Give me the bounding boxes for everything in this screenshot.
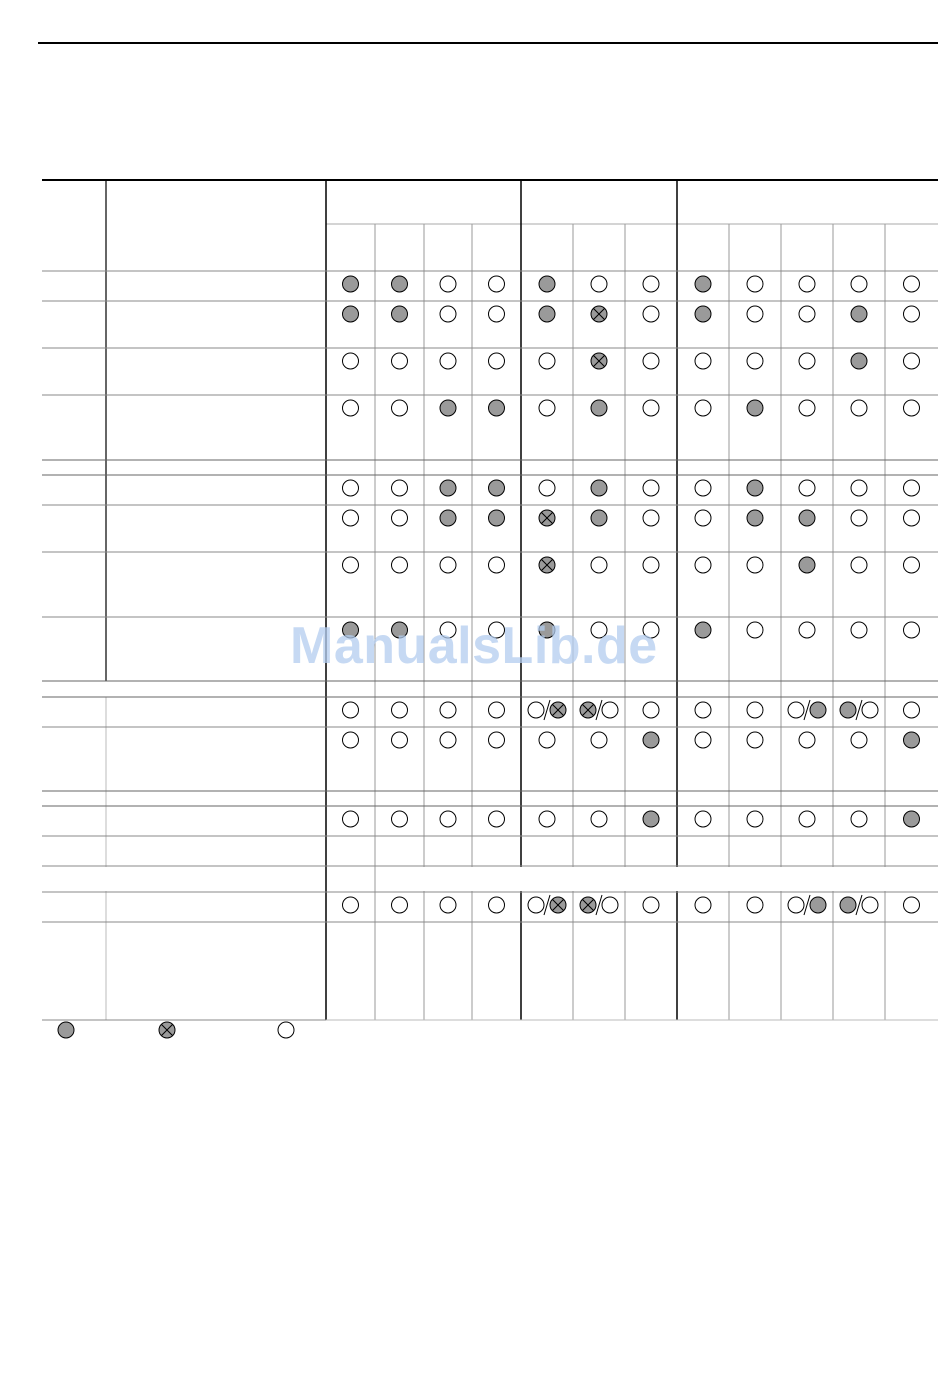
open-circle bbox=[695, 510, 711, 526]
open-circle bbox=[788, 897, 804, 913]
filled-circle bbox=[591, 510, 607, 526]
open-circle bbox=[392, 732, 408, 748]
filled-circle bbox=[904, 811, 920, 827]
filled-circle bbox=[539, 276, 555, 292]
open-circle bbox=[591, 811, 607, 827]
open-circle bbox=[392, 480, 408, 496]
filled-circle bbox=[851, 306, 867, 322]
open-circle bbox=[392, 353, 408, 369]
open-circle bbox=[343, 557, 359, 573]
open-circle bbox=[695, 353, 711, 369]
open-circle bbox=[695, 811, 711, 827]
open-circle bbox=[862, 702, 878, 718]
open-circle bbox=[788, 702, 804, 718]
open-circle bbox=[539, 353, 555, 369]
open-circle bbox=[904, 353, 920, 369]
open-circle bbox=[539, 480, 555, 496]
open-circle bbox=[643, 276, 659, 292]
open-circle bbox=[440, 897, 456, 913]
open-circle bbox=[747, 306, 763, 322]
open-circle bbox=[440, 811, 456, 827]
filled-circle bbox=[343, 306, 359, 322]
open-circle bbox=[489, 702, 505, 718]
or-slash bbox=[544, 700, 550, 720]
open-circle bbox=[392, 897, 408, 913]
open-circle bbox=[747, 897, 763, 913]
filled-circle bbox=[392, 276, 408, 292]
or-slash bbox=[544, 895, 550, 915]
open-circle bbox=[643, 897, 659, 913]
open-circle bbox=[799, 353, 815, 369]
filled-circle bbox=[539, 306, 555, 322]
open-circle bbox=[489, 276, 505, 292]
or-slash bbox=[596, 700, 602, 720]
open-circle bbox=[440, 276, 456, 292]
open-circle bbox=[904, 306, 920, 322]
open-circle bbox=[343, 732, 359, 748]
open-circle bbox=[747, 276, 763, 292]
open-circle bbox=[489, 306, 505, 322]
open-circle bbox=[695, 480, 711, 496]
merged-label-cell bbox=[43, 867, 325, 891]
open-circle bbox=[602, 897, 618, 913]
open-circle bbox=[643, 510, 659, 526]
open-circle bbox=[643, 306, 659, 322]
filled-circle bbox=[695, 622, 711, 638]
open-circle bbox=[643, 353, 659, 369]
open-circle bbox=[392, 702, 408, 718]
watermark: ManualsLib.de bbox=[290, 617, 658, 675]
open-circle bbox=[591, 732, 607, 748]
or-slash bbox=[596, 895, 602, 915]
open-circle bbox=[643, 400, 659, 416]
filled-circle bbox=[489, 480, 505, 496]
open-circle bbox=[851, 480, 867, 496]
open-circle bbox=[695, 400, 711, 416]
open-circle bbox=[489, 732, 505, 748]
open-circle bbox=[643, 557, 659, 573]
open-circle bbox=[851, 510, 867, 526]
open-circle bbox=[799, 480, 815, 496]
open-circle bbox=[747, 702, 763, 718]
open-circle bbox=[904, 510, 920, 526]
open-circle bbox=[799, 276, 815, 292]
open-circle bbox=[747, 732, 763, 748]
open-circle bbox=[904, 622, 920, 638]
open-circle bbox=[747, 557, 763, 573]
filled-circle bbox=[489, 510, 505, 526]
filled-circle bbox=[747, 510, 763, 526]
open-circle bbox=[528, 702, 544, 718]
filled-circle bbox=[343, 276, 359, 292]
open-circle bbox=[799, 622, 815, 638]
open-circle bbox=[862, 897, 878, 913]
open-circle bbox=[343, 702, 359, 718]
filled-circle bbox=[695, 306, 711, 322]
filled-circle bbox=[440, 480, 456, 496]
open-circle bbox=[851, 622, 867, 638]
merged-row-cell bbox=[376, 867, 937, 891]
filled-circle bbox=[810, 702, 826, 718]
open-circle bbox=[539, 400, 555, 416]
open-circle bbox=[851, 732, 867, 748]
open-circle bbox=[851, 811, 867, 827]
open-circle bbox=[695, 702, 711, 718]
open-circle bbox=[539, 811, 555, 827]
filled-circle bbox=[591, 480, 607, 496]
open-circle bbox=[440, 306, 456, 322]
open-circle bbox=[343, 897, 359, 913]
or-slash bbox=[804, 700, 810, 720]
open-circle bbox=[695, 557, 711, 573]
filled-circle bbox=[904, 732, 920, 748]
filled-circle bbox=[58, 1022, 74, 1038]
open-circle bbox=[747, 622, 763, 638]
open-circle bbox=[747, 353, 763, 369]
open-circle bbox=[440, 702, 456, 718]
filled-circle bbox=[799, 557, 815, 573]
open-circle bbox=[591, 276, 607, 292]
open-circle bbox=[643, 480, 659, 496]
filled-circle bbox=[851, 353, 867, 369]
open-circle bbox=[539, 732, 555, 748]
filled-circle bbox=[840, 897, 856, 913]
open-circle bbox=[392, 557, 408, 573]
open-circle bbox=[602, 702, 618, 718]
open-circle bbox=[440, 732, 456, 748]
open-circle bbox=[904, 400, 920, 416]
filled-circle bbox=[747, 400, 763, 416]
open-circle bbox=[343, 480, 359, 496]
open-circle bbox=[904, 897, 920, 913]
open-circle bbox=[904, 480, 920, 496]
filled-circle bbox=[799, 510, 815, 526]
open-circle bbox=[851, 276, 867, 292]
filled-circle bbox=[392, 306, 408, 322]
open-circle bbox=[392, 510, 408, 526]
open-circle bbox=[528, 897, 544, 913]
open-circle bbox=[904, 557, 920, 573]
open-circle bbox=[343, 400, 359, 416]
open-circle bbox=[799, 732, 815, 748]
filled-circle bbox=[840, 702, 856, 718]
filled-circle bbox=[591, 400, 607, 416]
filled-circle bbox=[695, 276, 711, 292]
or-slash bbox=[856, 700, 862, 720]
open-circle bbox=[343, 353, 359, 369]
open-circle bbox=[489, 353, 505, 369]
filled-circle bbox=[643, 732, 659, 748]
filled-circle bbox=[747, 480, 763, 496]
open-circle bbox=[343, 811, 359, 827]
open-circle bbox=[747, 811, 763, 827]
open-circle bbox=[851, 557, 867, 573]
filled-circle bbox=[810, 897, 826, 913]
open-circle bbox=[392, 811, 408, 827]
open-circle bbox=[343, 510, 359, 526]
filled-circle bbox=[440, 400, 456, 416]
filled-circle bbox=[440, 510, 456, 526]
open-circle bbox=[695, 897, 711, 913]
open-circle bbox=[440, 353, 456, 369]
open-circle bbox=[643, 702, 659, 718]
open-circle bbox=[489, 811, 505, 827]
or-slash bbox=[856, 895, 862, 915]
open-circle bbox=[904, 276, 920, 292]
or-slash bbox=[804, 895, 810, 915]
open-circle bbox=[591, 557, 607, 573]
open-circle bbox=[278, 1022, 294, 1038]
open-circle bbox=[799, 811, 815, 827]
open-circle bbox=[392, 400, 408, 416]
open-circle bbox=[489, 897, 505, 913]
open-circle bbox=[799, 400, 815, 416]
open-circle bbox=[695, 732, 711, 748]
filled-circle bbox=[643, 811, 659, 827]
filled-circle bbox=[489, 400, 505, 416]
open-circle bbox=[440, 557, 456, 573]
open-circle bbox=[489, 557, 505, 573]
open-circle bbox=[799, 306, 815, 322]
open-circle bbox=[851, 400, 867, 416]
open-circle bbox=[904, 702, 920, 718]
